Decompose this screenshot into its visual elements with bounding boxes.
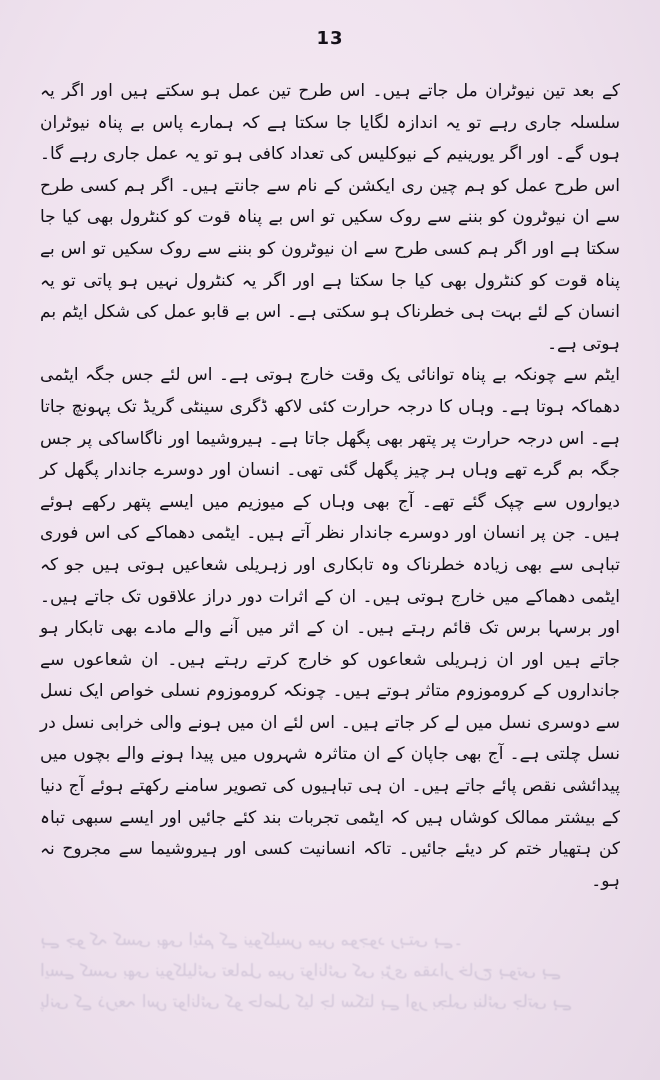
bleed-through-line: ایسے کسی بھی نیوکلیائی تعامل میں توانائی کی بڑی مقدار خارج ہوتی ہے [40, 961, 562, 981]
body-text [40, 76, 620, 897]
page-number: 13 [316, 28, 344, 49]
bleed-through-line: پانی کے ذریعہ اس توانائی کو حاصل کیا جا سکتا ہے اور بجلی بنائی جاتی ہے [40, 992, 573, 1012]
paragraph-1: کے بعد تین نیوٹران مل جاتے ہیں۔ اس طرح تین عمل ہو سکتے ہیں اور اگر یہ سلسلہ جاری رہے تو یہ اندازہ لگایا جا سکتا ہے کہ ہمارے پاس بے پناہ نیوٹران ہوں گے۔ اور اگر یورینیم کے نیوکلیس کی تعداد کافی ہو تو یہ عمل جاری رہے گا۔ اس طرح عمل کو ہم چین ری ایکشن کے نام سے جانتے ہیں۔ اگر ہم کسی طرح سے ان نیوٹرون کو بننے سے روک سکیں تو اس بے پناہ قوت کو کنٹرول بھی کیا جا سکتا ہے اور اگر ہم کسی طرح سے ان نیوٹرون کو بننے سے روک سکیں تو اس بے پناہ قوت کو کنٹرول بھی کیا جا سکتا ہے اور اگر یہ کنٹرول نہیں ہو پاتی تو یہ انسان کے لئے بہت ہی خطرناک ہو سکتی ہے۔ اس بے قابو عمل کی شکل ایٹم بم ہوتی ہے۔ [40, 81, 620, 354]
paragraph-2: ایٹم سے چونکہ بے پناہ توانائی یک وقت خارج ہوتی ہے۔ اس لئے جس جگہ ایٹمی دھماکہ ہوتا ہے۔ وہاں کا درجہ حرارت کئی لاکھ ڈگری سینٹی گریڈ تک پہونچ جاتا ہے۔ اس درجہ حرارت پر پتھر بھی پگھل جاتا ہے۔ ہیروشیما اور ناگاساکی پر جس جگہ بم گرے تھے وہاں ہر چیز پگھل گئی تھی۔ انسان اور دوسرے جاندار پگھل کر دیواروں سے چپک گئے تھے۔ آج بھی وہاں کے میوزیم میں ایسے پتھر رکھے ہوئے ہیں۔ جن پر انسان اور دوسرے جاندار نظر آتے ہیں۔ ایٹمی دھماکے کی اس فوری تباہی سے بھی زیادہ خطرناک وہ تابکاری اور زہریلی شعاعیں ہوتی ہیں جو کہ ایٹمی دھماکے میں خارج ہوتی ہیں۔ ان کے اثرات دور دراز علاقوں تک جاتے ہیں۔ اور برسہا برس تک قائم رہتے ہیں۔ ان کے اثر میں آنے والے مادے بھی تابکار ہو جاتے ہیں اور ان زہریلی شعاعوں کو خارج کرتے رہتے ہیں۔ ان شعاعوں سے جانداروں کے کروموزوم متاثر ہوتے ہیں۔ چونکہ کروموزوم نسلی خواص ایک نسل سے دوسری نسل میں لے کر جاتے ہیں۔ اس لئے ان میں ہونے والی خرابی نسل در نسل چلتی ہے۔ آج بھی جاپان کے ان متاثرہ شہروں میں پیدا ہونے والے بچوں میں پیدائشی نقص پائے جاتے ہیں۔ ان ہی تباہیوں کی تصویر سامنے رکھتے ہوئے آج دنیا کے بیشتر ممالک کوشاں ہیں کہ ایٹمی تجربات بند کئے جائیں اور ایسے سبھی تباہ کن ہتھیار ختم کر دیئے جائیں۔ تاکہ انسانیت کسی اور ہیروشیما سے مجروح نہ ہو۔ [40, 365, 620, 891]
bleed-through-text [40, 925, 620, 1018]
bleed-through-line: ہے جو کہ کسی بھی ایٹم کے نیوکلیس میں موجود رہتی ہے۔ [40, 930, 464, 950]
